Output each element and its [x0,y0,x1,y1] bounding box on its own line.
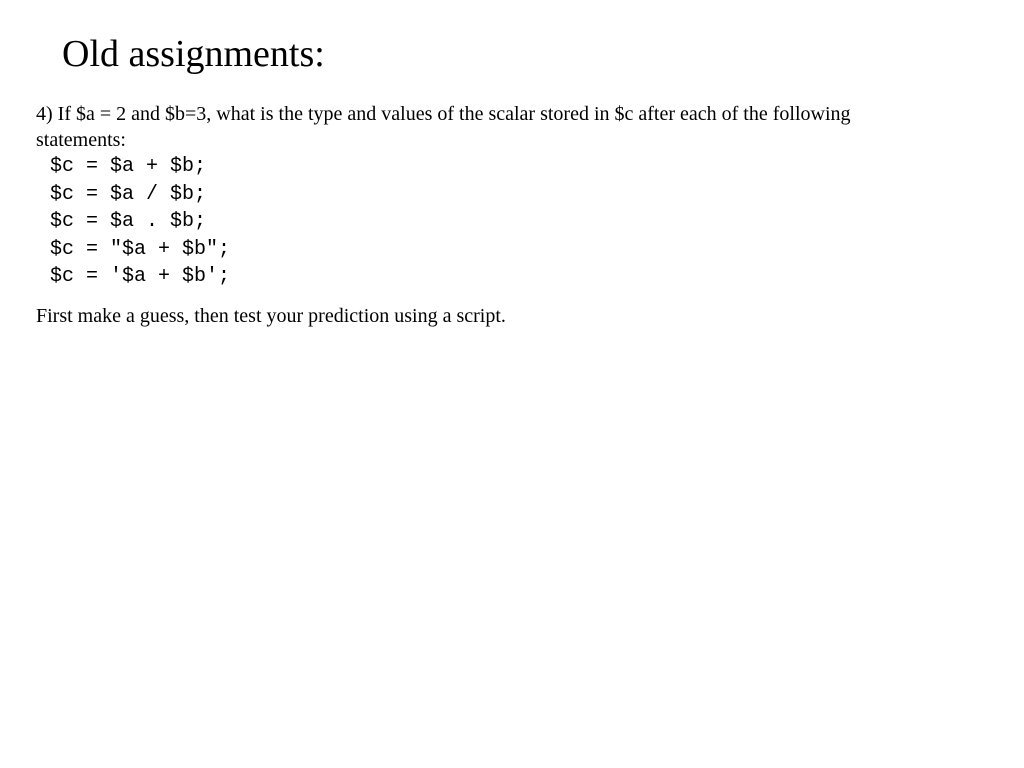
code-statements [50,153,230,291]
code-line: $c = "$a + $b"; [50,237,231,261]
slide-title: Old assignments: [62,33,325,75]
code-line: $c = $a + $b; [50,155,207,178]
code-line: $c = $a / $b; [50,182,207,206]
code-line: $c = $a . $b; [50,210,207,233]
instruction-text: First make a guess, then test your prediction using a script. [36,305,506,327]
code-line: $c = '$a + $b'; [50,265,231,288]
question-text: 4) If $a = 2 and $b=3, what is the type and values of the scalar stored in $c after each of the following statements: [36,103,851,151]
